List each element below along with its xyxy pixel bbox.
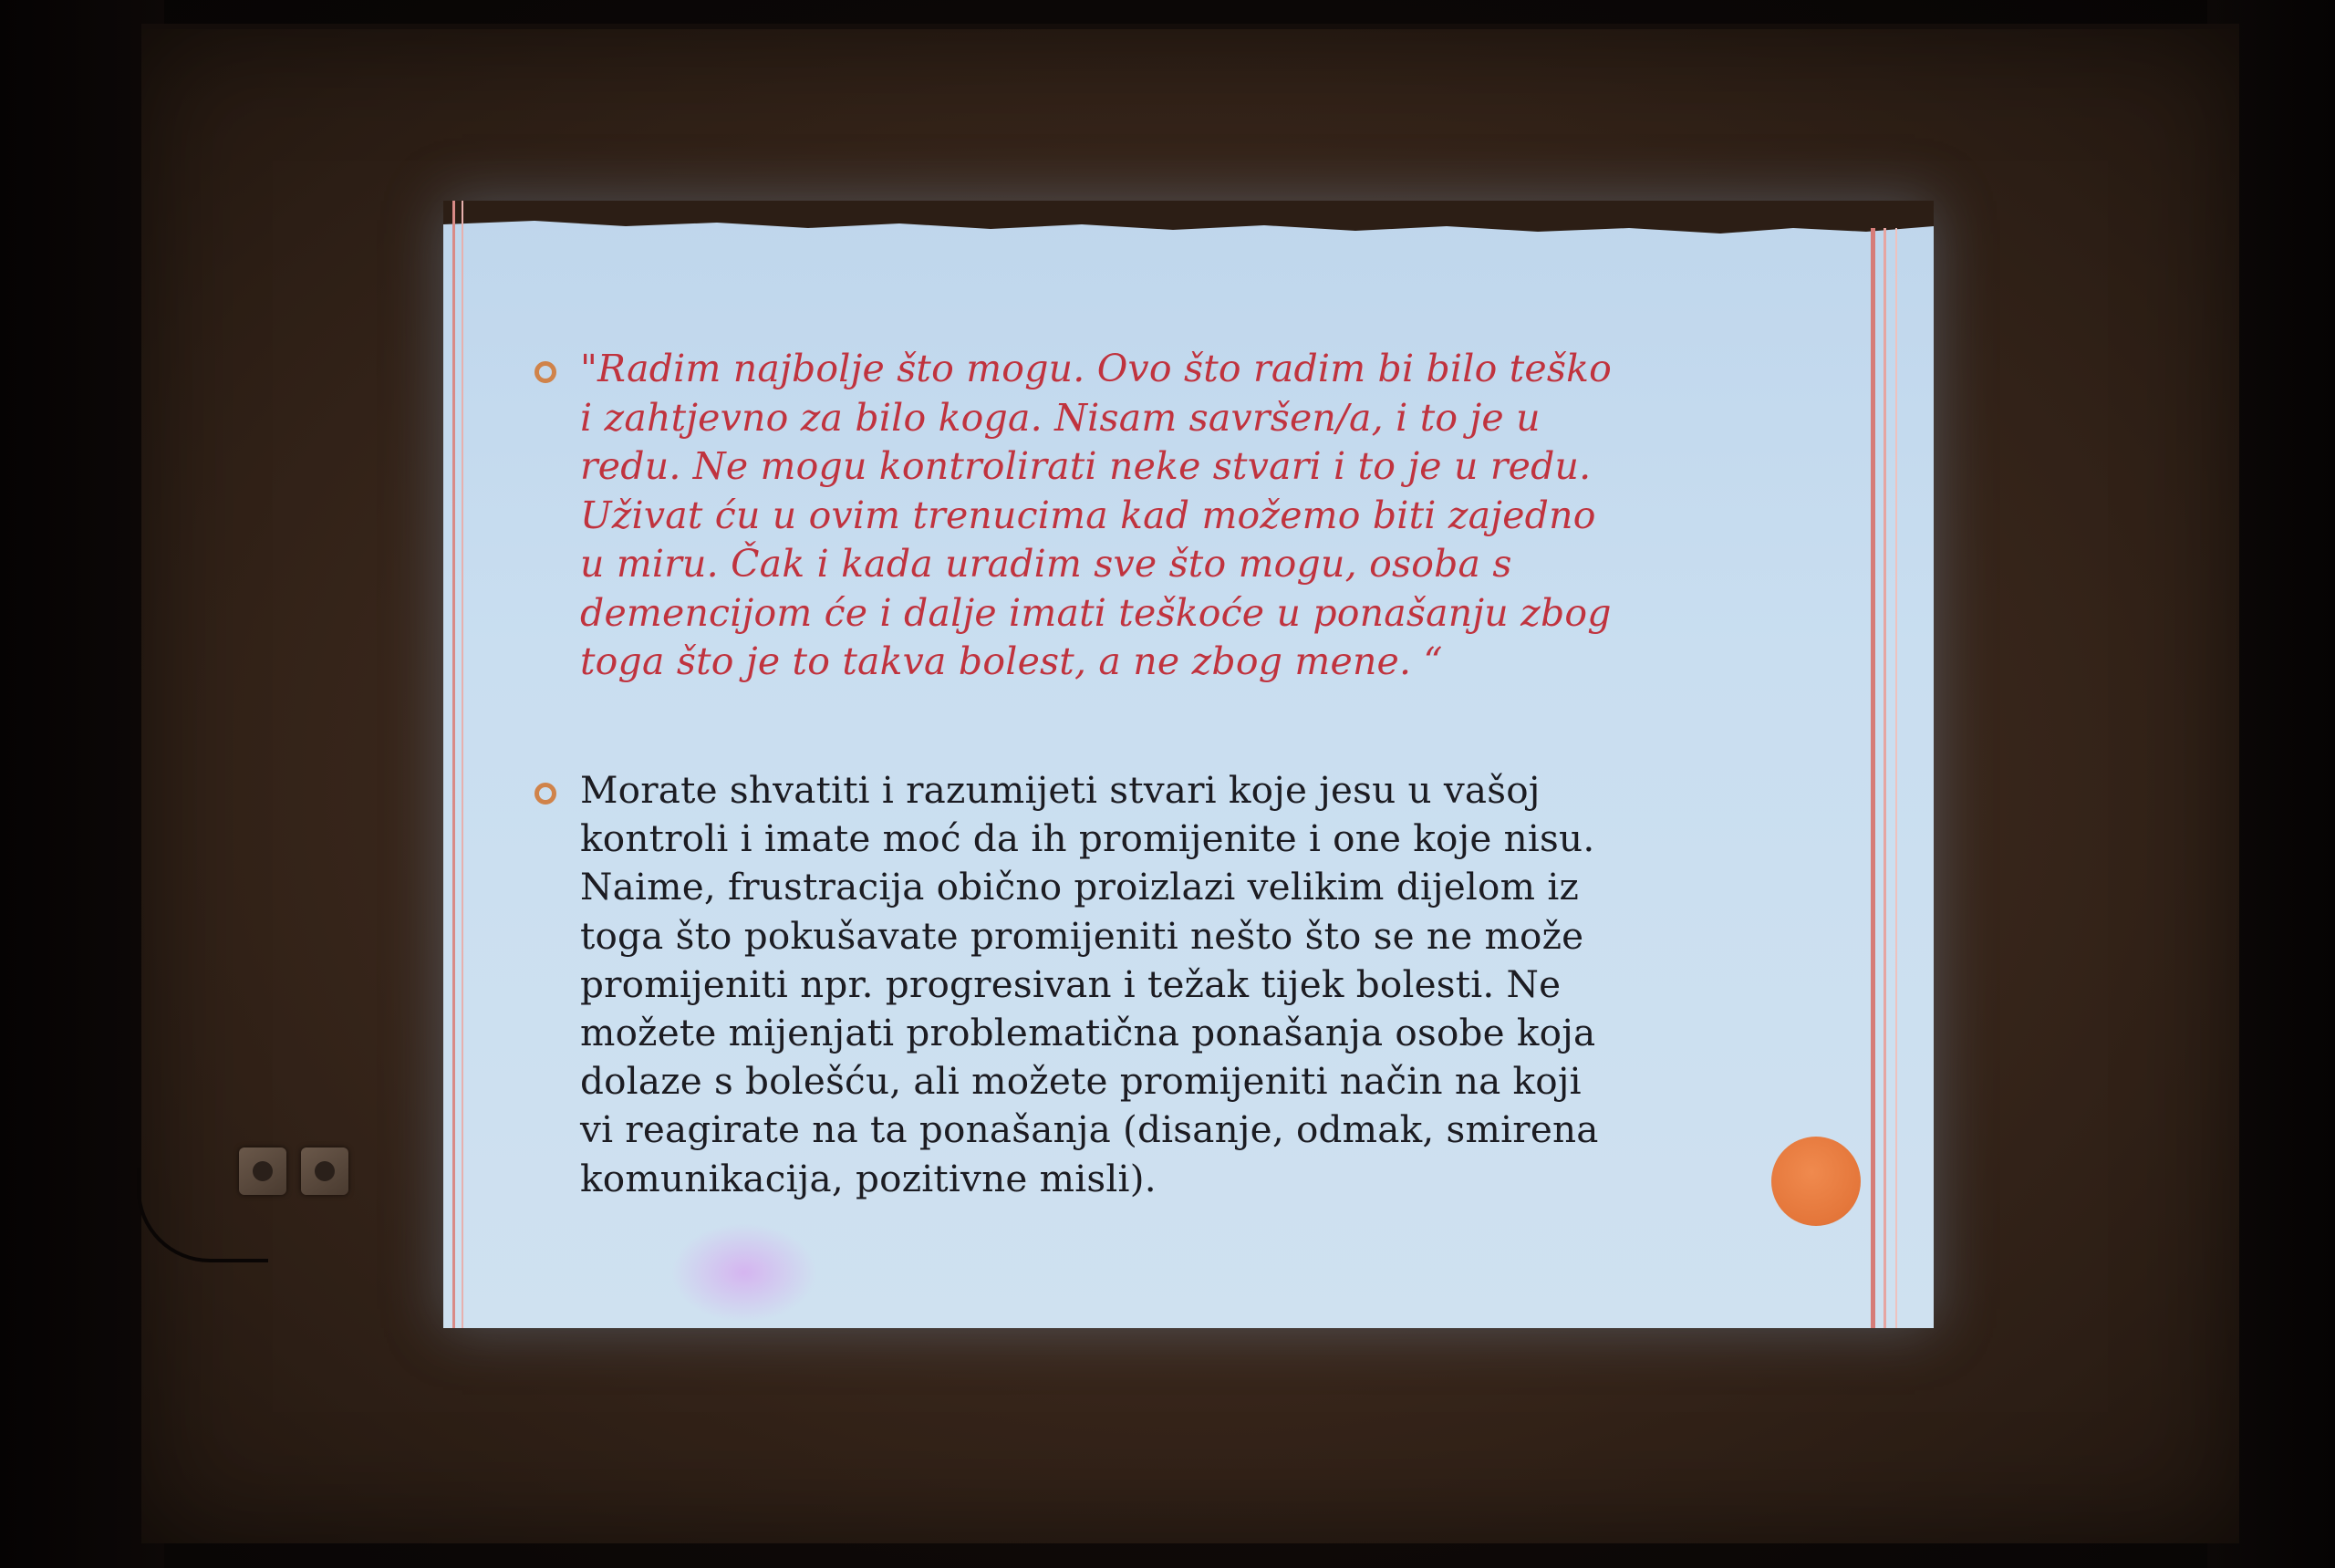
- socket-hole: [315, 1161, 335, 1181]
- advice-text: Morate shvatiti i razumijeti stvari koje jesu u vašoj kontroli i imate moć da ih promijenite i one koje nisu. Naime, frustracija obično proizlazi velikim dijelom iz toga što pokušavate promijeniti nešto što se ne može promijeniti npr. progresivan i težak tijek bolesti. Ne možete mijenjati problematična ponašanja osobe koja dolaze s bolešću, ali možete promijeniti način na koji vi reagirate na ta ponašanja (disanje, odmak, smirena komunikacija, pozitivne misli).: [580, 768, 1599, 1200]
- left-border-stripe: [452, 201, 455, 1328]
- advice-bullet: [534, 766, 1647, 1203]
- wall-socket: [239, 1147, 286, 1195]
- projector-glare: [671, 1222, 817, 1323]
- quote-bullet: [534, 345, 1647, 687]
- projected-slide: [443, 201, 1934, 1328]
- torn-top-edge: [443, 201, 1934, 244]
- right-border-stripe: [1895, 228, 1897, 1328]
- orange-circle-icon: [1771, 1137, 1861, 1226]
- circle-bullet-icon: [534, 783, 556, 805]
- wall-socket: [301, 1147, 348, 1195]
- quote-text: "Radim najbolje što mogu. Ovo što radim bi bilo teško i zahtjevno za bilo koga. Nisam savršen/a, i to je u redu. Ne mogu kontrolirati neke stvari i to je u redu. Uživat ću u ovim trenucima kad možemo biti zajedno u miru. Čak i kada uradim sve što mogu, osoba s demencijom će i dalje imati teškoće u ponašanju zbog toga što je to takva bolest, a ne zbog mene. “: [580, 347, 1613, 683]
- left-border-stripe: [462, 201, 463, 1328]
- circle-bullet-icon: [534, 361, 556, 383]
- socket-hole: [253, 1161, 273, 1181]
- dark-wall-left: [0, 0, 164, 1568]
- right-border-stripe: [1871, 228, 1875, 1328]
- right-border-stripe: [1884, 228, 1886, 1328]
